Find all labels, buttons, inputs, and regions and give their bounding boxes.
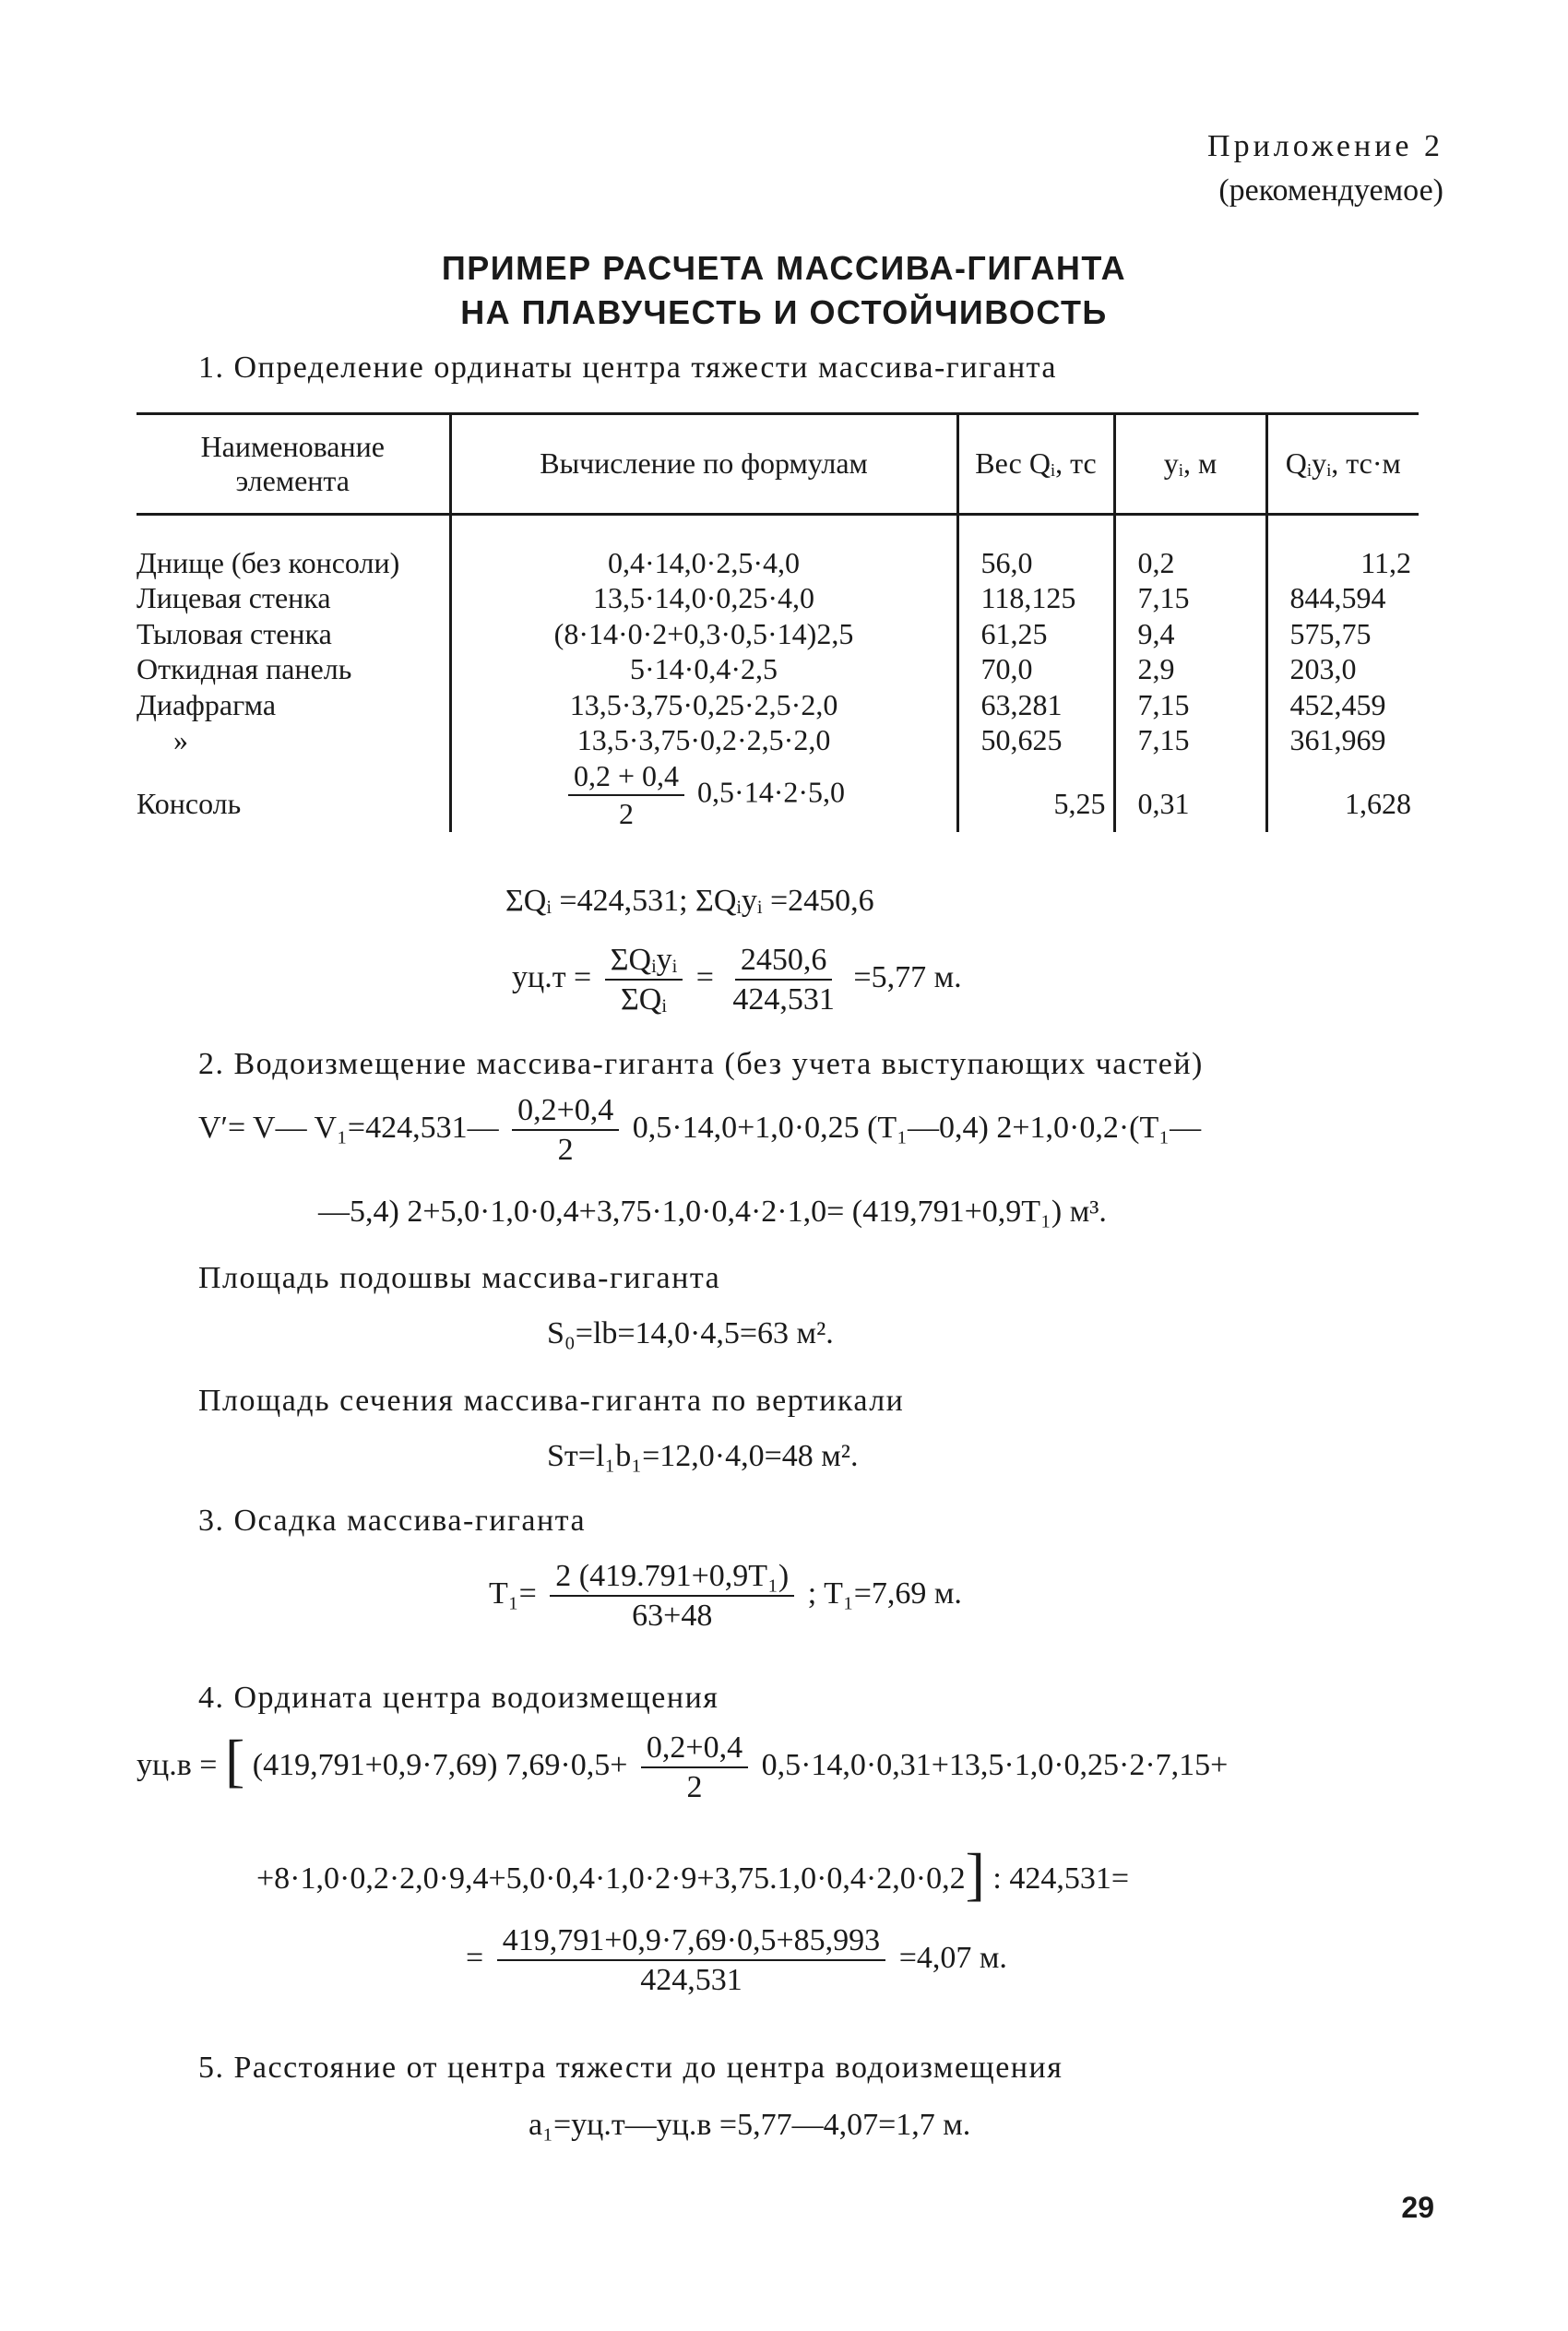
cell-calc: (8·14·0·2+0,3·0,5·14)2,5 bbox=[450, 616, 957, 652]
ycb-line3-fraction bbox=[497, 1923, 886, 1998]
ycb-line3-num: 419,791+0,9·7,69·0,5+85,993 bbox=[497, 1923, 886, 1961]
displacement-formula-line2: —5,4) 2+5,0·1,0·0,4+3,75·1,0·0,4·2·1,0= (419,791+0,9T₁) м³. bbox=[318, 1195, 1107, 1229]
cell-calc: 0,4·14,0·2,5·4,0 bbox=[450, 514, 957, 580]
vertical-area-label: Площадь сечения массива-гиганта по вертикали bbox=[198, 1384, 905, 1418]
cell-qy: 1,628 bbox=[1266, 758, 1419, 832]
section-5-heading: 5. Расстояние от центра тяжести до центра водоизмещения bbox=[198, 2051, 1063, 2085]
ycb-formula-line3 bbox=[466, 1923, 1007, 1998]
cell-calc: 13,5·14,0·0,25·4,0 bbox=[450, 580, 957, 616]
cell-weight: 70,0 bbox=[957, 651, 1114, 687]
ycg-num-1: ΣQᵢyᵢ bbox=[605, 943, 683, 981]
table-row bbox=[137, 616, 1419, 652]
cell-qy: 361,969 bbox=[1266, 722, 1419, 758]
draft-den: 63+48 bbox=[632, 1599, 713, 1634]
table-header-row bbox=[137, 414, 1419, 515]
ycg-fraction-1 bbox=[605, 943, 683, 1017]
cell-name: Откидная панель bbox=[137, 652, 352, 686]
draft-formula bbox=[489, 1559, 962, 1634]
ycb-den: 2 bbox=[686, 1770, 703, 1805]
page-title-line2: НА ПЛАВУЧЕСТЬ И ОСТОЙЧИВОСТЬ bbox=[460, 293, 1108, 331]
cell-y: 7,15 bbox=[1114, 722, 1266, 758]
ycb-line3-den: 424,531 bbox=[640, 1963, 742, 1998]
table-row bbox=[137, 514, 1419, 580]
console-fraction-num: 0,2 + 0,4 bbox=[568, 760, 684, 796]
page-title-line1: ПРИМЕР РАСЧЕТА МАССИВА-ГИГАНТА bbox=[441, 249, 1127, 287]
appendix-label: Приложение 2 bbox=[1207, 129, 1443, 163]
section-2-heading: 2. Водоизмещение массива-гиганта (без учета выступающих частей) bbox=[198, 1047, 1204, 1081]
cell-weight: 63,281 bbox=[957, 687, 1114, 723]
displacement-formula-line1 bbox=[198, 1093, 1201, 1168]
displacement-fraction bbox=[512, 1093, 619, 1168]
base-area-label: Площадь подошвы массива-гиганта bbox=[198, 1261, 721, 1295]
ycg-den-2: 424,531 bbox=[732, 982, 835, 1017]
table-row bbox=[137, 687, 1419, 723]
draft-lhs: T₁= bbox=[489, 1576, 537, 1611]
cell-y: 7,15 bbox=[1114, 687, 1266, 723]
ycb-line2: +8·1,0·0,2·2,0·9,4+5,0·0,4·1,0·2·9+3,75.1,0·0,4·2,0·0,2 bbox=[256, 1861, 966, 1896]
ycb-part2: 0,5·14,0·0,31+13,5·1,0·0,25·2·7,15+ bbox=[761, 1748, 1229, 1782]
cell-weight: 56,0 bbox=[957, 514, 1114, 580]
cell-weight: 50,625 bbox=[957, 722, 1114, 758]
cell-calc: 5·14·0,4·2,5 bbox=[450, 651, 957, 687]
displacement-lhs: V′= V— V₁=424,531— bbox=[198, 1111, 499, 1146]
ycb-num: 0,2+0,4 bbox=[641, 1730, 748, 1768]
distance-formula: a₁=yц.т—yц.в =5,77—4,07=1,7 м. bbox=[529, 2108, 971, 2142]
cell-qy: 575,75 bbox=[1266, 616, 1419, 652]
cell-name: Днище (без консоли) bbox=[137, 545, 400, 579]
sums-formula: ΣQᵢ =424,531; ΣQᵢyᵢ =2450,6 bbox=[505, 884, 874, 918]
cell-name: Диафрагма bbox=[137, 687, 277, 721]
ycg-result: =5,77 м. bbox=[853, 960, 962, 995]
cell-name: Лицевая стенка bbox=[137, 581, 331, 615]
ycg-num-2: 2450,6 bbox=[735, 943, 833, 981]
header-y: yᵢ, м bbox=[1114, 414, 1266, 515]
displacement-den: 2 bbox=[557, 1133, 574, 1168]
console-fraction bbox=[568, 760, 684, 830]
header-qy: Qᵢyᵢ, тс·м bbox=[1266, 414, 1419, 515]
header-name: Наименование элемента bbox=[137, 414, 450, 515]
appendix-note: (рекомендуемое) bbox=[1218, 173, 1443, 208]
displacement-num: 0,2+0,4 bbox=[512, 1093, 619, 1131]
ycg-lhs: yц.т = bbox=[512, 960, 592, 995]
cell-qy: 203,0 bbox=[1266, 651, 1419, 687]
console-calc-rest: 0,5·14·2·5,0 bbox=[697, 775, 845, 809]
console-fraction-den: 2 bbox=[619, 797, 634, 831]
section-3-heading: 3. Осадка массива-гиганта bbox=[198, 1504, 587, 1538]
ycb-line3-result: =4,07 м. bbox=[898, 1941, 1007, 1976]
ycb-formula-line2: +8·1,0·0,2·2,0·9,4+5,0·0,4·1,0·2·9+3,75.1,0·0,4·2,0·0,2] : 424,531= bbox=[256, 1841, 1130, 1907]
page-number: 29 bbox=[1401, 2191, 1434, 2224]
cell-name: Консоль bbox=[137, 786, 242, 820]
cell-name: » bbox=[173, 723, 188, 757]
ycb-line2-end: : 424,531= bbox=[992, 1861, 1130, 1896]
draft-num: 2 (419.791+0,9T₁) bbox=[550, 1559, 794, 1597]
section-1-heading: 1. Определение ординаты центра тяжести массива-гиганта bbox=[198, 351, 1057, 385]
ycg-formula: yц.т = $\frac{\text{ΣQᵢyᵢ}}{\text{ΣQᵢ}}$ = $\frac{2450,6}{424,531}$ =5,77 м. bbox=[512, 943, 962, 1017]
table-row bbox=[137, 758, 1419, 832]
ycb-lhs: yц.в = bbox=[137, 1748, 218, 1782]
draft-result: ; T₁=7,69 м. bbox=[807, 1576, 962, 1611]
vertical-area-formula: Sт=l₁b₁=12,0·4,0=48 м². bbox=[547, 1439, 859, 1473]
cell-weight: 61,25 bbox=[957, 616, 1114, 652]
cell-calc: 13,5·3,75·0,2·2,5·2,0 bbox=[450, 722, 957, 758]
draft-fraction bbox=[550, 1559, 794, 1634]
cell-qy: 452,459 bbox=[1266, 687, 1419, 723]
table-row bbox=[137, 722, 1419, 758]
cell-y: 9,4 bbox=[1114, 616, 1266, 652]
cell-calc: 13,5·3,75·0,25·2,5·2,0 bbox=[450, 687, 957, 723]
cell-qy: 844,594 bbox=[1266, 580, 1419, 616]
table-row bbox=[137, 651, 1419, 687]
header-weight: Вес Qᵢ, тс bbox=[957, 414, 1114, 515]
header-calc: Вычисление по формулам bbox=[450, 414, 957, 515]
ycb-part1: (419,791+0,9·7,69) 7,69·0,5+ bbox=[252, 1748, 628, 1782]
cell-weight: 5,25 bbox=[957, 758, 1114, 832]
cell-y: 7,15 bbox=[1114, 580, 1266, 616]
displacement-rest: 0,5·14,0+1,0·0,25 (T₁—0,4) 2+1,0·0,2·(T₁— bbox=[632, 1111, 1202, 1146]
cell-name: Тыловая стенка bbox=[137, 616, 332, 650]
calculation-table bbox=[137, 412, 1419, 832]
base-area-formula: S₀=lb=14,0·4,5=63 м². bbox=[547, 1316, 834, 1350]
cell-qy: 11,2 bbox=[1266, 514, 1419, 580]
cell-y: 0,2 bbox=[1114, 514, 1266, 580]
ycb-formula-line1: yц.в = [ (419,791+0,9·7,69) 7,69·0,5+ $\frac{0,2+0,4}{2}$ 0,5·14,0·0,31+13,5·1,0·0,25·2·7,15+ bbox=[137, 1728, 1229, 1805]
ycg-den-1: ΣQᵢ bbox=[621, 982, 667, 1017]
table-row bbox=[137, 580, 1419, 616]
cell-calc bbox=[450, 758, 957, 832]
cell-y: 0,31 bbox=[1114, 758, 1266, 832]
ycb-line3-lhs: = bbox=[466, 1941, 484, 1976]
cell-weight: 118,125 bbox=[957, 580, 1114, 616]
ycg-fraction-2 bbox=[727, 943, 840, 1017]
section-4-heading: 4. Ордината центра водоизмещения bbox=[198, 1681, 719, 1715]
cell-y: 2,9 bbox=[1114, 651, 1266, 687]
ycb-fraction bbox=[641, 1730, 748, 1805]
